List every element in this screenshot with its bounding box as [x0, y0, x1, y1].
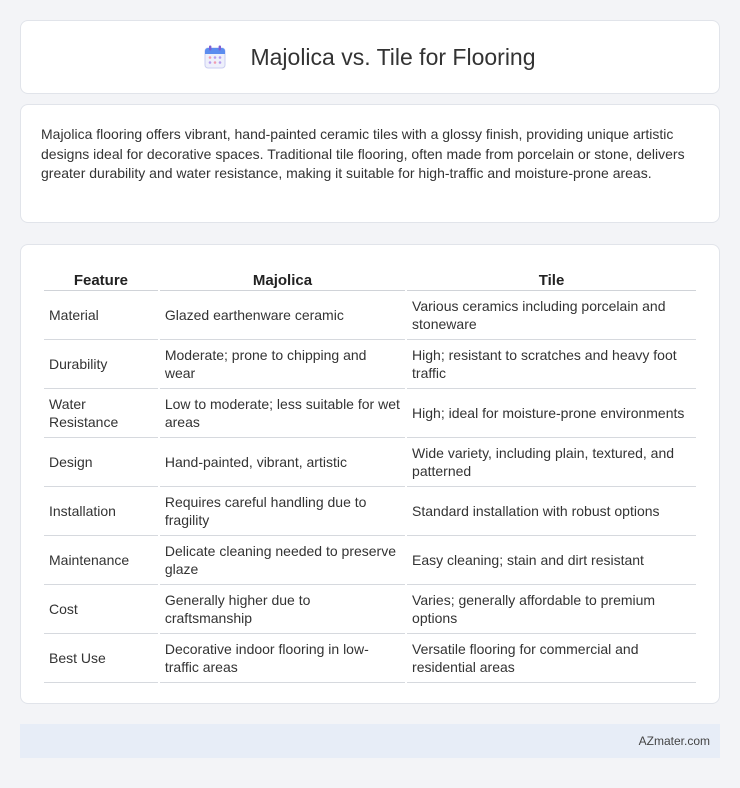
header-feature: Feature — [44, 265, 158, 291]
majolica-cell: Requires careful handling due to fragility — [160, 487, 405, 536]
tile-cell: Various ceramics including porcelain and stoneware — [407, 291, 696, 340]
table-row — [44, 438, 696, 487]
table-row — [44, 389, 696, 438]
majolica-cell: Low to moderate; less suitable for wet areas — [160, 389, 405, 438]
header-tile: Tile — [407, 265, 696, 291]
tile-cell: Varies; generally affordable to premium options — [407, 585, 696, 634]
tile-cell: High; ideal for moisture-prone environments — [407, 389, 696, 438]
tile-cell: Versatile flooring for commercial and residential areas — [407, 634, 696, 683]
feature-cell: Cost — [44, 585, 158, 634]
table-row — [44, 585, 696, 634]
tile-cell: Wide variety, including plain, textured, and patterned — [407, 438, 696, 487]
feature-cell: Durability — [44, 340, 158, 389]
tile-cell: Standard installation with robust options — [407, 487, 696, 536]
footer-bar — [20, 724, 720, 758]
majolica-cell: Decorative indoor flooring in low-traffic areas — [160, 634, 405, 683]
table-row — [44, 536, 696, 585]
table-header-row — [44, 265, 696, 291]
table-row — [44, 487, 696, 536]
tile-cell: Easy cleaning; stain and dirt resistant — [407, 536, 696, 585]
comparison-card — [20, 244, 720, 704]
majolica-cell: Moderate; prone to chipping and wear — [160, 340, 405, 389]
feature-cell: Material — [44, 291, 158, 340]
footer-credit[interactable]: AZmater.com — [638, 734, 710, 748]
table-row — [44, 340, 696, 389]
title-card — [20, 20, 720, 94]
tile-cell: High; resistant to scratches and heavy foot traffic — [407, 340, 696, 389]
feature-cell: Design — [44, 438, 158, 487]
table-row — [44, 634, 696, 683]
table-row — [44, 291, 696, 340]
comparison-table — [42, 265, 698, 683]
header-majolica: Majolica — [160, 265, 405, 291]
majolica-cell: Delicate cleaning needed to preserve glaze — [160, 536, 405, 585]
feature-cell: Best Use — [44, 634, 158, 683]
page-title: Majolica vs. Tile for Flooring — [250, 43, 536, 70]
feature-cell: Installation — [44, 487, 158, 536]
intro-paragraph: Majolica flooring offers vibrant, hand-painted ceramic tiles with a glossy finish, providing unique artistic designs ideal for decorative spaces. Traditional tile flooring, often made from porcelain or stone, delivers greater durability and water resistance, making it suitable for high-traffic and moisture-prone areas. — [41, 126, 685, 181]
majolica-cell: Generally higher due to craftsmanship — [160, 585, 405, 634]
majolica-cell: Glazed earthenware ceramic — [160, 291, 405, 340]
feature-cell: Maintenance — [44, 536, 158, 585]
calendar-icon — [204, 45, 226, 69]
majolica-cell: Hand-painted, vibrant, artistic — [160, 438, 405, 487]
intro-card — [20, 104, 720, 223]
feature-cell: Water Resistance — [44, 389, 158, 438]
